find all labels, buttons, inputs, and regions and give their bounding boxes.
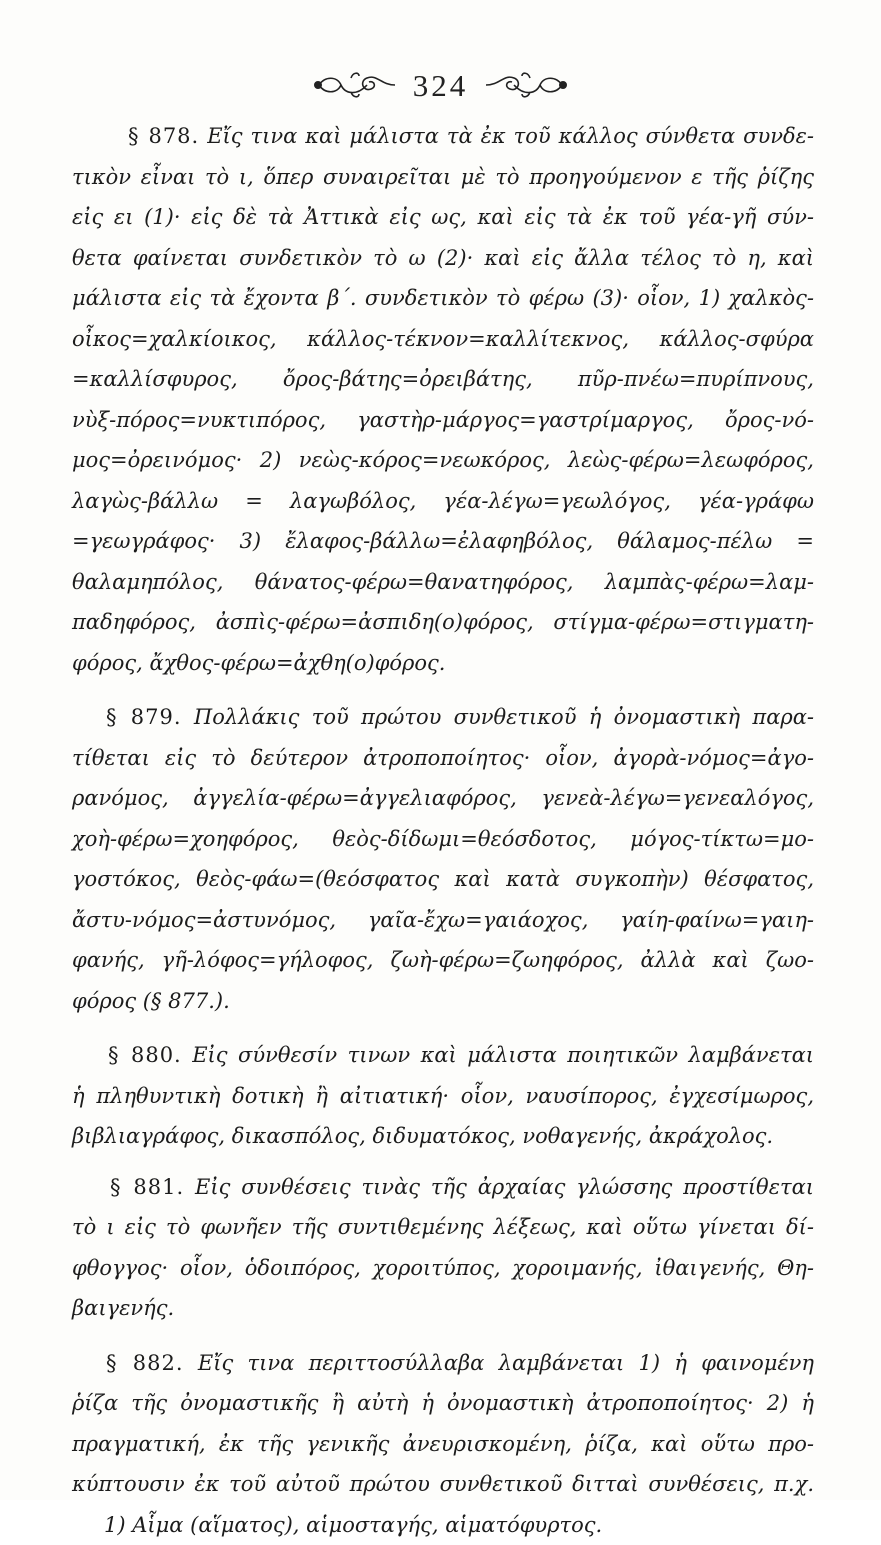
text-line: § 879. Πολλάκις τοῦ πρώτου συνθετικοῦ ἡ ὀνομαστικὴ παρα- — [72, 697, 814, 738]
text-line: τὸ ι εἰς τὸ φωνῆεν τῆς συντιθεμένης λέξεως, καὶ οὕτω γίνεται δί- — [72, 1207, 814, 1248]
text-line: =γεωγράφος· 3) ἔλαφος-βάλλω=ἐλαφηβόλος, θάλαμος-πέλω = — [72, 521, 814, 562]
text-line: τικὸν εἶναι τὸ ι, ὅπερ συναιρεῖται μὲ τὸ προηγούμενον ε τῆς ῥίζης — [72, 157, 814, 198]
page-header — [0, 60, 881, 110]
section-number: § 881. — [110, 1175, 184, 1199]
text-line: χοὴ-φέρω=χοηφόρος, θεὸς-δίδωμι=θεόσδοτος, μόγος-τίκτω=μο- — [72, 819, 814, 860]
text-line: φθογγος· οἷον, ὁδοιπόρος, χοροιτύπος, χοροιμανής, ἰθαιγενής, Θη- — [72, 1248, 814, 1289]
text-line: λαγὼς-βάλλω = λαγωβόλος, γέα-λέγω=γεωλόγος, γέα-γράφω — [72, 481, 814, 522]
text-line: παδηφόρος, ἀσπὶς-φέρω=ἀσπιδη(ο)φόρος, στίγμα-φέρω=στιγματη- — [72, 602, 814, 643]
section-number: § 880. — [108, 1043, 182, 1067]
ornament-scroll-left-icon — [311, 68, 397, 102]
text-line: ἡ πληθυντικὴ δοτικὴ ἢ αἰτιατική· οἷον, ναυσίπορος, ἐγχεσίμωρος, — [72, 1076, 814, 1117]
text-line: νὺξ-πόρος=νυκτιπόρος, γαστὴρ-μάργος=γαστρίμαργος, ὄρος-νό- — [72, 400, 814, 441]
text-line: § 882. Εἴς τινα περιττοσύλλαβα λαμβάνεται 1) ἡ φαινομένη — [72, 1343, 814, 1384]
text-line: 1) Αἷμα (αἵματος), αἱμοσταγής, αἱματόφυρτος. — [72, 1505, 814, 1545]
text-line: βιβλιαγράφος, δικασπόλος, διδυματόκος, νοθαγενής, ἀκράχολος. — [72, 1116, 814, 1157]
section-number: § 882. — [106, 1351, 184, 1375]
text-line: =καλλίσφυρος, ὄρος-βάτης=ὀρειβάτης, πῦρ-πνέω=πυρίπνους, — [72, 359, 814, 400]
text-line: § 878. Εἴς τινα καὶ μάλιστα τὰ ἐκ τοῦ κάλλος σύνθετα συνδε- — [72, 116, 814, 157]
text-line: θετα φαίνεται συνδετικὸν τὸ ω (2)· καὶ εἰς ἄλλα τέλος τὸ η, καὶ — [72, 238, 814, 279]
text-line: φανής, γῆ-λόφος=γήλοφος, ζωὴ-φέρω=ζωηφόρος, ἀλλὰ καὶ ζωο- — [72, 940, 814, 981]
text-line: ῥίζα τῆς ὀνομαστικῆς ἢ αὐτὴ ἡ ὀνομαστικὴ ἀτροποποίητος· 2) ἡ — [72, 1383, 814, 1424]
text-line: τίθεται εἰς τὸ δεύτερον ἀτροποποίητος· οἷον, ἀγορὰ-νόμος=ἀγο- — [72, 738, 814, 779]
text-line: ἄστυ-νόμος=ἀστυνόμος, γαῖα-ἔχω=γαιάοχος, γαίη-φαίνω=γαιη- — [72, 900, 814, 941]
text-line: μος=ὀρεινόμος· 2) νεὼς-κόρος=νεωκόρος, λεὼς-φέρω=λεωφόρος, — [72, 440, 814, 481]
text-line: μάλιστα εἰς τὰ ἔχοντα β΄. συνδετικὸν τὸ φέρω (3)· οἷον, 1) χαλκὸς- — [72, 278, 814, 319]
body-text — [72, 116, 814, 1545]
text-line: § 881. Εἰς συνθέσεις τινὰς τῆς ἀρχαίας γλώσσης προστίθεται — [72, 1167, 814, 1208]
text-line: ρανόμος, ἀγγελία-φέρω=ἀγγελιαφόρος, γενεὰ-λέγω=γενεαλόγος, — [72, 778, 814, 819]
text-line: κύπτουσιν ἐκ τοῦ αὐτοῦ πρώτου συνθετικοῦ διτταὶ συνθέσεις, π.χ. — [72, 1464, 814, 1505]
text-line: γοστόκος, θεὸς-φάω=(θεόσφατος καὶ κατὰ συγκοπὴν) θέσφατος, — [72, 859, 814, 900]
text-line: φόρος (§ 877.). — [72, 981, 814, 1022]
section-number: § 879. — [106, 705, 182, 729]
ornament-scroll-right-icon — [484, 68, 570, 102]
text-line: § 880. Εἰς σύνθεσίν τινων καὶ μάλιστα ποιητικῶν λαμβάνεται — [72, 1035, 814, 1076]
text-line: οἶκος=χαλκίοικος, κάλλος-τέκνον=καλλίτεκνος, κάλλος-σφύρα — [72, 319, 814, 360]
text-line: βαιγενής. — [72, 1288, 814, 1329]
page-number: 324 — [413, 70, 469, 101]
text-line: εἰς ει (1)· εἰς δὲ τὰ Ἀττικὰ εἰς ως, καὶ εἰς τὰ ἐκ τοῦ γέα-γῆ σύν- — [72, 197, 814, 238]
section-number: § 878. — [128, 124, 199, 148]
text-line: πραγματική, ἐκ τῆς γενικῆς ἀνευρισκομένη, ῥίζα, καὶ οὕτω προ- — [72, 1424, 814, 1465]
text-line: θαλαμηπόλος, θάνατος-φέρω=θανατηφόρος, λαμπὰς-φέρω=λαμ- — [72, 562, 814, 603]
text-line: φόρος, ἄχθος-φέρω=ἀχθη(ο)φόρος. — [72, 643, 814, 684]
